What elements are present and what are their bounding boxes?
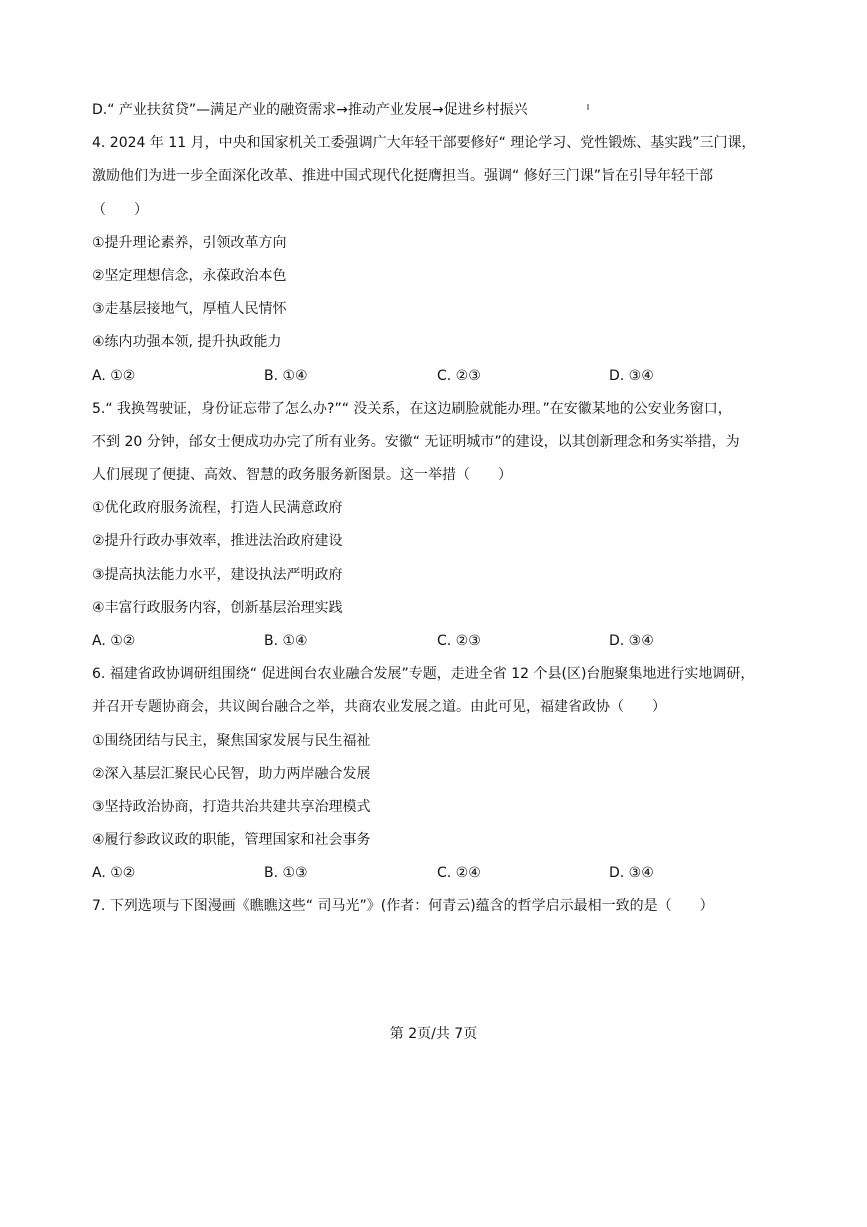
q4-stem-line-2: 激励他们为进一步全面深化改革、推进中国式现代化挺膺担当。强调“ 修好三门课”旨在引导年轻干部 — [92, 168, 713, 184]
q4-stem-line-1: 4. 2024 年 11 月，中央和国家机关工委强调广大年轻干部要修好“ 理论学习、党性锻炼、基实践”三门课， — [92, 135, 756, 151]
q6-option-c[interactable]: C. ②④ — [437, 865, 481, 881]
q6-option-b[interactable]: B. ①③ — [264, 865, 308, 881]
q4-answer-blank: （ ） — [92, 202, 148, 218]
q6-options — [92, 864, 772, 882]
q5-stem-line-2: 不到 20 分钟，邰女士便成功办完了所有业务。安徽“ 无证明城市”的建设，以其创新理念和务实举措，为 — [92, 434, 740, 450]
q5-stem-line-1: 5.“ 我换驾驶证，身份证忘带了怎么办?”“ 没关系，在这边刷脸就能办理。”在安徽某地的公安业务窗口， — [92, 401, 732, 417]
q6-stem-line-1: 6. 福建省政协调研组围绕“ 促进闽台农业融合发展”专题，走进全省 12 个县(区)台胞聚集地进行实地调研， — [92, 666, 755, 682]
q6-statement-1: ①围绕团结与民主，聚焦国家发展与民生福祉 — [92, 733, 371, 749]
q5-stem-line-3: 人们展现了便捷、高效、智慧的政务服务新图景。这一举措（ ） — [92, 467, 512, 483]
q5-option-b[interactable]: B. ①④ — [264, 633, 308, 649]
q5-option-d[interactable]: D. ③④ — [609, 633, 654, 649]
scan-mark — [587, 104, 589, 110]
q6-statement-4: ④履行参政议政的职能，管理国家和社会事务 — [92, 832, 371, 848]
q5-options — [92, 632, 772, 650]
q5-statement-3: ③提高执法能力水平，建设执法严明政府 — [92, 567, 343, 583]
q4-option-b[interactable]: B. ①④ — [264, 368, 308, 384]
q6-option-a[interactable]: A. ①② — [92, 865, 136, 881]
q4-statement-1: ①提升理论素养，引领改革方向 — [92, 235, 287, 251]
q4-statement-3: ③走基层接地气，厚植人民情怀 — [92, 301, 287, 317]
q5-statement-1: ①优化政府服务流程，打造人民满意政府 — [92, 500, 343, 516]
page-footer: 第 2页/共 7页 — [389, 1026, 478, 1042]
q5-statement-2: ②提升行政办事效率，推进法治政府建设 — [92, 533, 343, 549]
q3-option-d: D.“ 产业扶贫贷”—满足产业的融资需求→推动产业发展→促进乡村振兴 — [92, 102, 528, 118]
q6-option-d[interactable]: D. ③④ — [609, 865, 654, 881]
q5-statement-4: ④丰富行政服务内容，创新基层治理实践 — [92, 600, 343, 616]
q4-option-d[interactable]: D. ③④ — [609, 368, 654, 384]
q4-option-c[interactable]: C. ②③ — [437, 368, 481, 384]
q6-statement-3: ③坚持政治协商，打造共治共建共享治理模式 — [92, 799, 371, 815]
q5-option-c[interactable]: C. ②③ — [437, 633, 481, 649]
q4-options — [92, 367, 772, 385]
q6-stem-line-2: 并召开专题协商会，共议闽台融合之举，共商农业发展之道。由此可见，福建省政协（ ） — [92, 699, 666, 715]
q4-option-a[interactable]: A. ①② — [92, 368, 136, 384]
q4-statement-4: ④练内功强本领, 提升执政能力 — [92, 334, 282, 350]
q5-option-a[interactable]: A. ①② — [92, 633, 136, 649]
q7-stem: 7. 下列选项与下图漫画《瞧瞧这些“ 司马光”》(作者：何青云)蕴含的哲学启示最相一致的是（ ） — [92, 898, 714, 914]
q4-statement-2: ②坚定理想信念，永葆政治本色 — [92, 268, 287, 284]
q6-statement-2: ②深入基层汇聚民心民智，助力两岸融合发展 — [92, 766, 371, 782]
